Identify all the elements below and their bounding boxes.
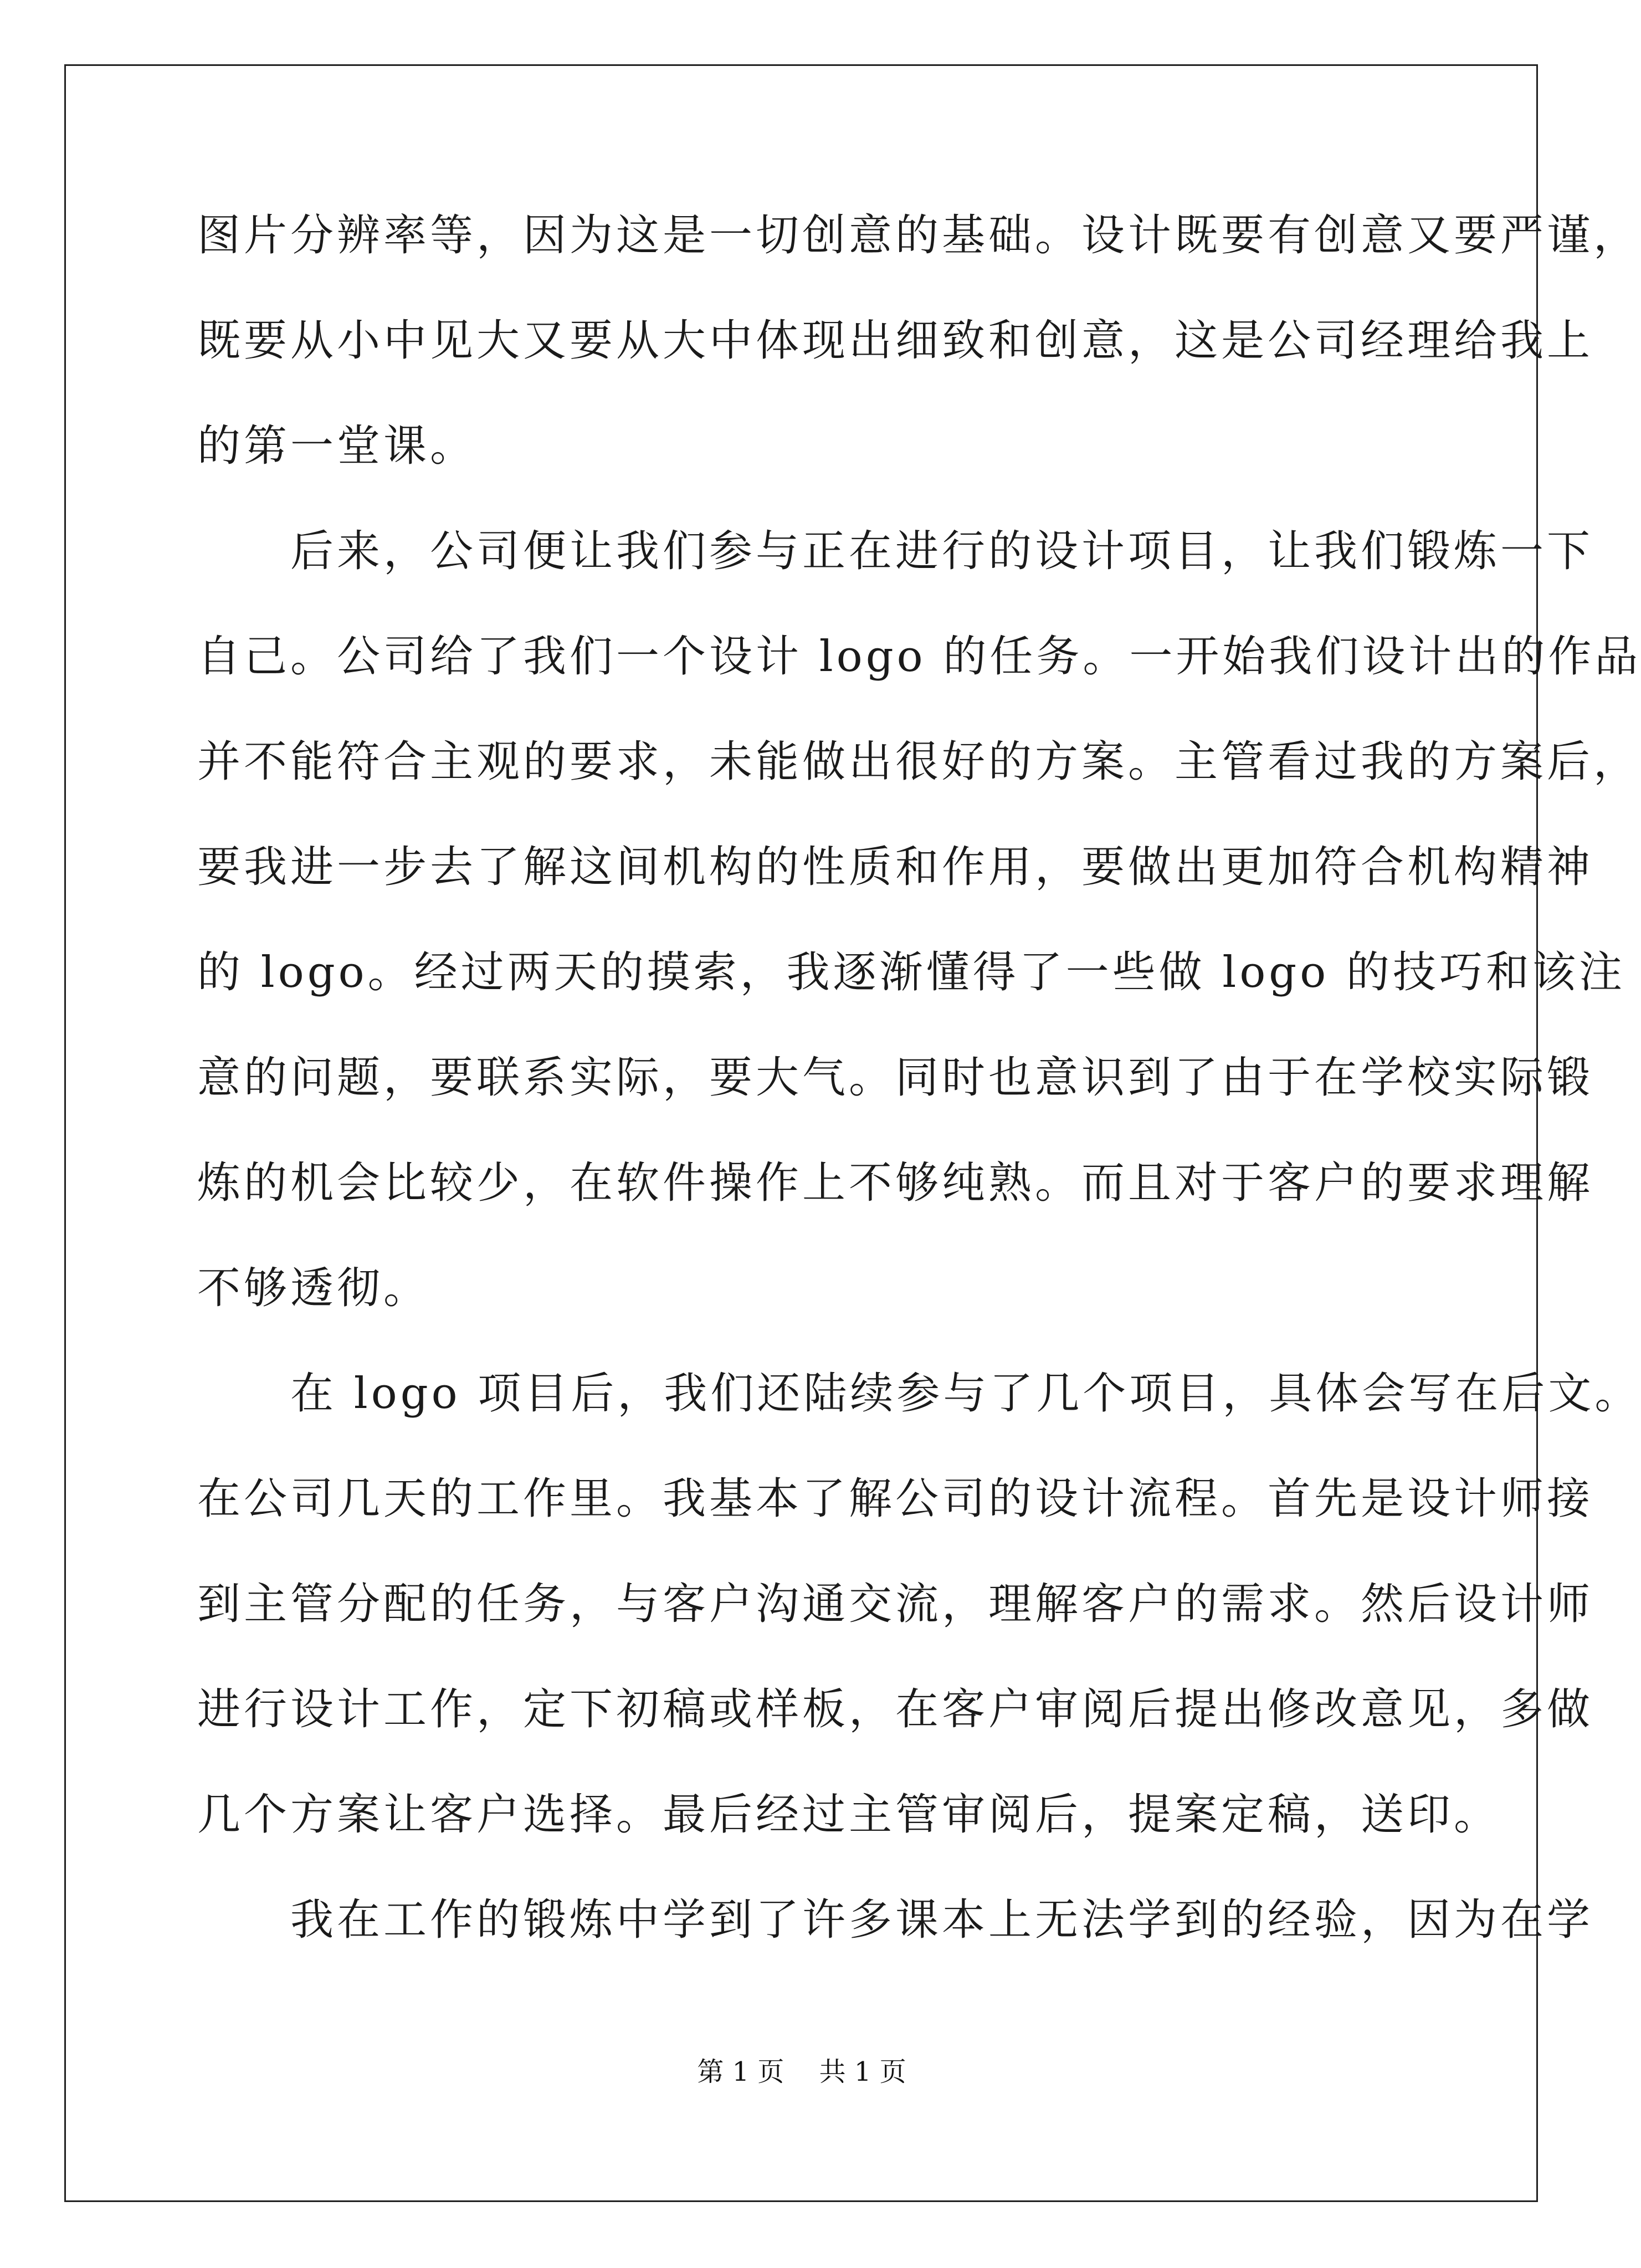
text-line: 自己。公司给了我们一个设计 logo 的任务。一开始我们设计出的作品: [197, 632, 1641, 682]
text-line: 几个方案让客户选择。最后经过主管审阅后，提案定稿，送印。: [197, 1790, 1501, 1840]
text-line: 既要从小中见大又要从大中体现出细致和创意，这是公司经理给我上: [197, 316, 1594, 366]
text-line: 在 logo 项目后，我们还陆续参与了几个项目，具体会写在后文。: [197, 1369, 1641, 1419]
text-line: 在公司几天的工作里。我基本了解公司的设计流程。首先是设计师接: [197, 1474, 1594, 1524]
text-line: 不够透彻。: [197, 1263, 430, 1313]
text-line: 图片分辨率等，因为这是一切创意的基础。设计既要有创意又要严谨，: [197, 211, 1640, 260]
text-line: 到主管分配的任务，与客户沟通交流，理解客户的需求。然后设计师: [197, 1579, 1594, 1629]
text-line: 的第一堂课。: [197, 421, 477, 471]
text-line: 进行设计工作，定下初稿或样板，在客户审阅后提出修改意见，多做: [197, 1685, 1594, 1734]
text-line: 的 logo。经过两天的摸索，我逐渐懂得了一些做 logo 的技巧和该注: [197, 948, 1625, 997]
page-number-footer: 第 1 页 共 1 页: [697, 2056, 906, 2087]
text-line: 意的问题，要联系实际，要大气。同时也意识到了由于在学校实际锻: [197, 1053, 1594, 1103]
text-line: 炼的机会比较少，在软件操作上不够纯熟。而且对于客户的要求理解: [197, 1158, 1594, 1208]
body-text: [197, 183, 1641, 1973]
text-line: 并不能符合主观的要求，未能做出很好的方案。主管看过我的方案后，: [197, 737, 1640, 787]
text-line: 我在工作的锻炼中学到了许多课本上无法学到的经验，因为在学: [197, 1895, 1594, 1945]
text-line: 要我进一步去了解这间机构的性质和作用，要做出更加符合机构精神: [197, 842, 1594, 892]
text-line: 后来，公司便让我们参与正在进行的设计项目，让我们锻炼一下: [197, 526, 1594, 576]
